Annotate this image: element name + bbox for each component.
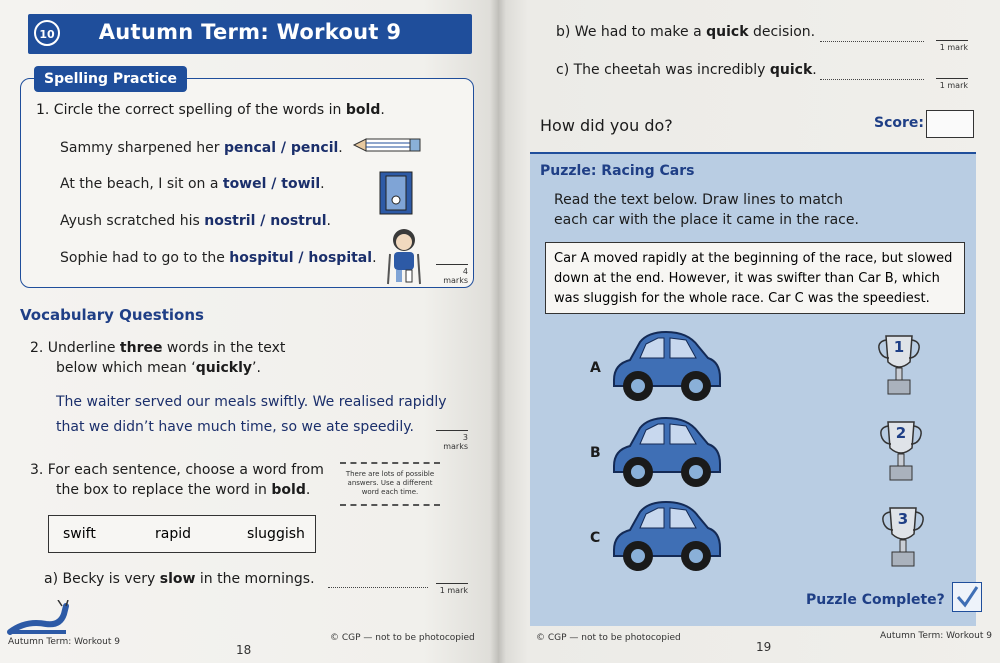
question-3b — [556, 24, 815, 40]
item-text: Sammy sharpened her — [60, 140, 224, 156]
spelling-option[interactable]: towel — [222, 176, 267, 192]
tip-box — [340, 462, 440, 506]
item-text: Sophie had to go to the — [60, 250, 230, 266]
item-text: . — [372, 250, 377, 266]
race-text-box — [545, 242, 965, 314]
item-text: . — [326, 213, 331, 229]
car-label-a: A — [590, 360, 601, 376]
spelling-item-4: Sophie had to go to the hospitul / hospital. — [60, 250, 377, 266]
marks-3a: 1 mark — [436, 583, 468, 595]
q2-bold: quickly — [195, 360, 253, 376]
score-box[interactable] — [926, 110, 974, 138]
qb-bold: quick — [706, 24, 749, 40]
timer-minutes: 10 — [39, 28, 55, 41]
trophy-number: 1 — [893, 338, 905, 356]
girl-with-crutches-icon — [384, 226, 424, 286]
puzzle-title: Puzzle: Racing Cars — [540, 163, 695, 179]
trophy-number: 3 — [897, 510, 909, 528]
spelling-heading: Spelling Practice — [34, 66, 187, 92]
item-text: Ayush scratched his — [60, 213, 205, 229]
word-option: swift — [63, 526, 96, 542]
footer-right-title: Autumn Term: Workout 9 — [880, 631, 992, 641]
q2-bold: three — [119, 340, 163, 356]
qb-text: decision. — [748, 24, 816, 40]
trophy-number: 2 — [895, 424, 907, 442]
q2-text: below which mean ‘ — [56, 360, 196, 376]
spelling-option[interactable]: pencil — [290, 140, 339, 156]
tip-line: There are lots of possible — [345, 470, 435, 478]
question-3-line1: 3. For each sentence, choose a word from — [30, 462, 324, 478]
word-option: rapid — [155, 526, 191, 542]
q1-bold: bold — [345, 102, 381, 118]
item-text: . — [320, 176, 325, 192]
title-bar — [28, 14, 472, 54]
question-2-line2 — [56, 360, 261, 376]
spelling-option[interactable]: pencal — [224, 140, 277, 156]
car-a-icon[interactable] — [608, 328, 724, 404]
q2-text: ’. — [252, 360, 261, 376]
q1-suffix: . — [380, 102, 385, 118]
spelling-option[interactable]: hospitul — [229, 250, 294, 266]
question-2-line1 — [30, 340, 285, 356]
puzzle-complete-label: Puzzle Complete? — [806, 592, 945, 608]
passage-line-1[interactable]: The waiter served our meals swiftly. We realised rapidly — [56, 394, 447, 410]
qa-bold: slow — [159, 571, 196, 587]
qb-text: b) We had to make a — [556, 24, 707, 40]
page-title: Autumn Term: Workout 9 — [98, 20, 402, 44]
q3-bold: bold — [271, 482, 306, 498]
footer-left-title: Autumn Term: Workout 9 — [8, 637, 120, 647]
check-icon — [953, 583, 981, 611]
q2-text: 2. Underline — [30, 340, 120, 356]
marks-3c: 1 mark — [936, 78, 968, 90]
tip-line: answers. Use a different — [347, 479, 433, 487]
qc-text: . — [812, 62, 817, 78]
qc-bold: quick — [769, 62, 813, 78]
spelling-item-1: Sammy sharpened her pencal / pencil. — [60, 140, 343, 156]
trophy-3[interactable] — [878, 504, 928, 570]
word-option: sluggish — [247, 526, 305, 542]
q3-text: . — [305, 482, 311, 498]
puzzle-complete-checkbox[interactable] — [952, 582, 982, 612]
how-did-you-do: How did you do? — [540, 116, 673, 135]
trophy-2[interactable] — [876, 418, 926, 484]
tip-line: word each time. — [361, 488, 419, 496]
word-box — [48, 515, 316, 553]
footer-left-copyright: © CGP — not to be photocopied — [330, 633, 475, 643]
qa-text: a) Becky is very — [44, 571, 160, 587]
car-c-icon[interactable] — [608, 498, 724, 574]
spelling-item-2: At the beach, I sit on a towel / towil. — [60, 176, 325, 192]
race-text-line: was sluggish for the whole race. Car C was the speediest. — [554, 291, 930, 306]
race-text-line: Car A moved rapidly at the beginning of the race, but slowed — [554, 251, 953, 266]
score-label: Score: — [874, 115, 924, 131]
passage-line-2[interactable]: that we didn’t have much time, so we ate speedily. — [56, 419, 414, 435]
page-number-right: 19 — [756, 640, 772, 654]
question-3c — [556, 62, 817, 78]
trophy-1[interactable] — [874, 332, 924, 398]
question-1 — [36, 102, 385, 118]
qc-text: c) The cheetah was incredibly — [556, 62, 770, 78]
race-text-line: down at the end. However, it was swifter than Car B, which — [554, 271, 940, 286]
spelling-option[interactable]: nostrul — [270, 213, 327, 229]
answer-line-a[interactable] — [328, 586, 428, 588]
q2-text: words in the text — [162, 340, 286, 356]
answer-line-c[interactable] — [820, 78, 924, 80]
item-text: . — [338, 140, 343, 156]
puzzle-instruction-1: Read the text below. Draw lines to match — [554, 192, 843, 208]
q1-prefix: 1. Circle the correct spelling of the words in — [36, 102, 346, 118]
puzzle-instruction-2: each car with the place it came in the race. — [554, 212, 859, 228]
spelling-option[interactable]: towil — [281, 176, 321, 192]
pencil-icon — [352, 134, 422, 156]
page-number-left: 18 — [236, 643, 252, 657]
q3-text: the box to replace the word in — [56, 482, 272, 498]
vocab-heading: Vocabulary Questions — [20, 306, 204, 324]
car-label-b: B — [590, 445, 601, 461]
marks-q1: 4 marks — [436, 264, 468, 285]
car-b-icon[interactable] — [608, 414, 724, 490]
spelling-option[interactable]: nostril — [204, 213, 256, 229]
towel-icon — [378, 170, 414, 216]
marks-3b: 1 mark — [936, 40, 968, 52]
spelling-option[interactable]: hospital — [308, 250, 373, 266]
footer-right-copyright: © CGP — not to be photocopied — [536, 633, 681, 643]
item-text: At the beach, I sit on a — [60, 176, 223, 192]
car-label-c: C — [590, 530, 601, 546]
answer-line-b[interactable] — [820, 40, 924, 42]
slug-icon — [6, 600, 70, 636]
question-3-line2 — [56, 482, 310, 498]
book-spine — [490, 0, 506, 663]
qa-text: in the mornings. — [195, 571, 315, 587]
spelling-item-3: Ayush scratched his nostril / nostrul. — [60, 213, 331, 229]
marks-q2: 3 marks — [436, 430, 468, 451]
question-3a — [44, 571, 315, 587]
